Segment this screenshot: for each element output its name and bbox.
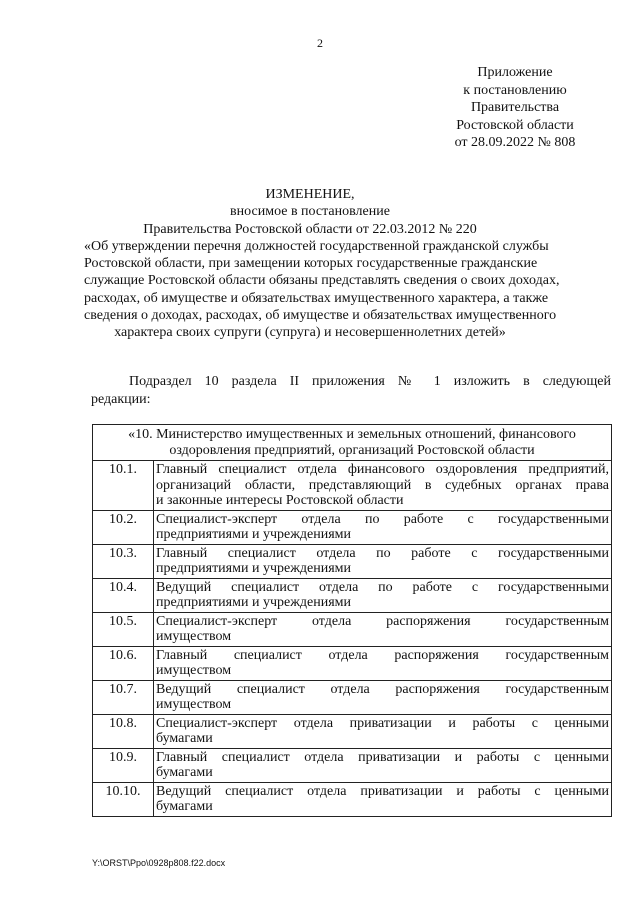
header-line: оздоровления предприятий, организаций Ростовской области <box>169 442 535 458</box>
appendix-line: Правительства <box>470 100 560 115</box>
title-line: Ростовской области, при замещении которых государственные гражданские <box>84 256 538 272</box>
appendix-line: к постановлению <box>463 82 567 98</box>
appendix-block <box>440 64 590 152</box>
position-line: имуществом <box>156 629 232 644</box>
position-title <box>154 612 612 646</box>
position-line: имуществом <box>156 663 232 678</box>
table-row <box>93 510 612 544</box>
position-title <box>154 578 612 612</box>
position-line: Главный специалист отдела приватизации и работы с ценными <box>156 749 609 765</box>
file-path-footer: Y:\ORST\Ppo\0928p808.f22.docx <box>92 858 226 868</box>
title-line: служащие Ростовской области обязаны представлять сведения о своих доходах, <box>84 273 560 289</box>
positions-table <box>92 424 612 817</box>
position-line: имуществом <box>156 697 232 712</box>
page-number: 2 <box>317 36 323 50</box>
title-line: характера своих супруги (супруга) и несовершеннолетних детей» <box>114 325 506 341</box>
position-line: предприятиями и учреждениями <box>156 595 352 610</box>
table-header-cell <box>93 425 612 461</box>
position-line: и законные интересы Ростовской области <box>156 493 404 508</box>
title-line: вносимое в постановление <box>230 204 390 220</box>
position-title <box>154 510 612 544</box>
position-title <box>154 646 612 680</box>
row-number: 10.2. <box>93 510 154 544</box>
position-line: организаций области, представляющий в судебных органах права <box>156 477 609 493</box>
position-line: предприятиями и учреждениями <box>156 561 352 576</box>
row-number: 10.7. <box>93 680 154 714</box>
table-row <box>93 714 612 748</box>
position-title <box>154 782 612 816</box>
position-title <box>154 680 612 714</box>
table-row <box>93 461 612 511</box>
position-line: бумагами <box>156 765 213 780</box>
title-line: Правительства Ростовской области от 22.03.2012 № 220 <box>143 221 477 237</box>
row-number: 10.8. <box>93 714 154 748</box>
row-number: 10.5. <box>93 612 154 646</box>
appendix-line: от 28.09.2022 № 808 <box>454 135 576 150</box>
table-row <box>93 646 612 680</box>
position-title <box>154 544 612 578</box>
row-number: 10.6. <box>93 646 154 680</box>
position-line: бумагами <box>156 799 213 814</box>
position-title <box>154 748 612 782</box>
position-line: Специалист-эксперт отдела по работе с государственными <box>156 511 609 527</box>
table-row <box>93 578 612 612</box>
table-row <box>93 680 612 714</box>
table-row <box>93 612 612 646</box>
position-line: бумагами <box>156 731 213 746</box>
header-line: «10. Министерство имущественных и земельных отношений, финансового <box>128 427 576 442</box>
appendix-line: Приложение <box>477 65 553 80</box>
title-line: сведения о доходах, расходах, об имуществе и обязательствах имущественного <box>84 308 557 324</box>
position-title <box>154 461 612 511</box>
row-number: 10.3. <box>93 544 154 578</box>
intro-line: Подраздел 10 раздела II приложения № 1 изложить в следующей <box>129 374 611 389</box>
position-line: Специалист-эксперт отдела приватизации и работы с ценными <box>156 715 609 731</box>
table-row <box>93 748 612 782</box>
row-number: 10.10. <box>93 782 154 816</box>
row-number: 10.4. <box>93 578 154 612</box>
position-line: Главный специалист отдела финансового оздоровления предприятий, <box>156 462 609 477</box>
position-line: Ведущий специалист отдела по работе с государственными <box>156 579 609 595</box>
row-number: 10.9. <box>93 748 154 782</box>
row-number: 10.1. <box>93 461 154 511</box>
intro-paragraph <box>91 373 611 408</box>
table-row <box>93 544 612 578</box>
position-line: Главный специалист отдела по работе с государственными <box>156 545 609 561</box>
position-line: предприятиями и учреждениями <box>156 527 352 542</box>
title-line: «Об утверждении перечня должностей государственной гражданской службы <box>84 238 549 254</box>
table-row <box>93 782 612 816</box>
title-line: расходах, об имуществе и обязательствах имущественного характера, а также <box>84 290 549 306</box>
document-title <box>84 186 560 342</box>
position-line: Ведущий специалист отдела распоряжения государственным <box>156 681 609 697</box>
appendix-line: Ростовской области <box>456 117 574 133</box>
title-line: ИЗМЕНЕНИЕ, <box>265 187 355 202</box>
intro-line: редакции: <box>91 391 151 407</box>
position-title <box>154 714 612 748</box>
position-line: Главный специалист отдела распоряжения государственным <box>156 647 609 663</box>
position-line: Специалист-эксперт отдела распоряжения государственным <box>156 613 609 629</box>
position-line: Ведущий специалист отдела приватизации и работы с ценными <box>156 783 609 799</box>
table-header-row <box>93 425 612 461</box>
